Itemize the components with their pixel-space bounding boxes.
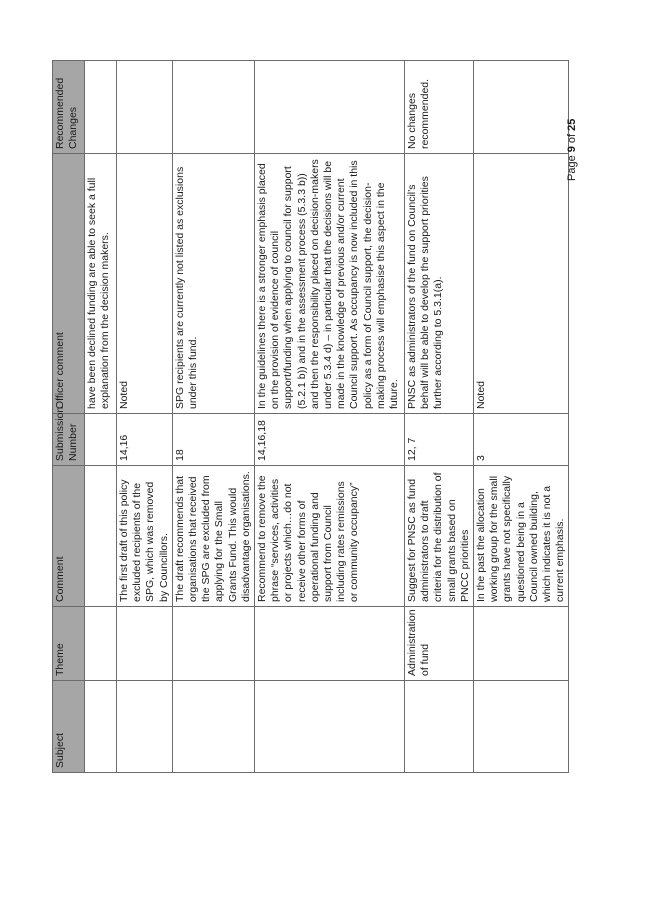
cell-comment: Recommend to remove the phrase “services, activities or projects which…do not receive other forms of operational funding and support from Council including rates remissions or community occupancy” (255, 466, 405, 607)
table-row (117, 61, 173, 773)
cell-theme (85, 607, 117, 681)
cell-theme (474, 607, 569, 681)
table-row (85, 61, 117, 773)
cell-officer-comment: PNSC as administrators of the fund on Council’s behalf will be able to develop the support priorities further according to 5.3.1(a). (405, 154, 474, 414)
page-number (566, 119, 578, 181)
cell-recommended: No changes recommended. (405, 61, 474, 154)
cell-theme (172, 607, 254, 681)
cell-officer-comment: In the guidelines there is a stronger emphasis placed on the provision of evidence of council support/funding when applying to council for support (5.2.1 b)) and in the assessment process (5.3.3 b)) and then the responsibility placed on decision-makers under 5.3.4 d) – in particular that the decisions will be made in the knowledge of previous and/or current Council support. As occupancy is now included in this policy as a form of Council support, the decision-making process will emphasise this aspect in the future. (255, 154, 405, 414)
cell-recommended (172, 61, 254, 154)
table-row (405, 61, 474, 773)
header-theme: Theme (53, 607, 85, 681)
header-officer-comment: Officer comment (53, 154, 85, 414)
page-current: 9 (566, 146, 578, 153)
cell-comment: The first draft of this policy excluded recipients of the SPG, which was removed by Councillors. (117, 466, 173, 607)
cell-recommended (85, 61, 117, 154)
cell-subject (85, 681, 117, 773)
cell-officer-comment: SPG recipients are currently not listed as exclusions under this fund. (172, 154, 254, 414)
cell-subject (117, 681, 173, 773)
cell-subject (255, 681, 405, 773)
cell-officer-comment: have been declined funding are able to seek a full explanation from the decision makers. (85, 154, 117, 414)
cell-submission: 14,16 (117, 414, 173, 466)
table-row (255, 61, 405, 773)
table-header-row (53, 61, 85, 773)
cell-submission: 18 (172, 414, 254, 466)
table-row (172, 61, 254, 773)
cell-submission: 3 (474, 414, 569, 466)
cell-recommended (474, 61, 569, 154)
header-comment: Comment (53, 466, 85, 607)
cell-officer-comment: Noted (117, 154, 173, 414)
cell-recommended (117, 61, 173, 154)
cell-recommended (255, 61, 405, 154)
header-subject: Subject (53, 681, 85, 773)
cell-subject (474, 681, 569, 773)
page-separator: of (566, 130, 578, 147)
table-row (474, 61, 569, 773)
cell-officer-comment: Noted (474, 154, 569, 414)
cell-comment (85, 466, 117, 607)
cell-submission: 12, 7 (405, 414, 474, 466)
cell-theme: Administration of fund (405, 607, 474, 681)
cell-comment: Suggest for PNSC as fund administrators to draft criteria for the distribution of small grants based on PNCC priorities (405, 466, 474, 607)
page-total: 25 (566, 118, 578, 131)
cell-submission (85, 414, 117, 466)
cell-subject (405, 681, 474, 773)
cell-submission: 14,16,18 (255, 414, 405, 466)
cell-theme (255, 607, 405, 681)
cell-comment: In the past the allocation working group for the small grants have not specifically questioned being in a Council owned building, which indicates it is not a current emphasis. (474, 466, 569, 607)
consultation-table (52, 60, 569, 773)
cell-comment: The draft recommends that organisations that received the SPG are excluded from applying for the Small Grants Fund. This would disadvantage organisations. (172, 466, 254, 607)
cell-subject (172, 681, 254, 773)
header-submission-number: Submission Number (53, 414, 85, 466)
header-recommended-changes: Recommended Changes (53, 61, 85, 154)
page-prefix: Page (566, 152, 578, 181)
cell-theme (117, 607, 173, 681)
